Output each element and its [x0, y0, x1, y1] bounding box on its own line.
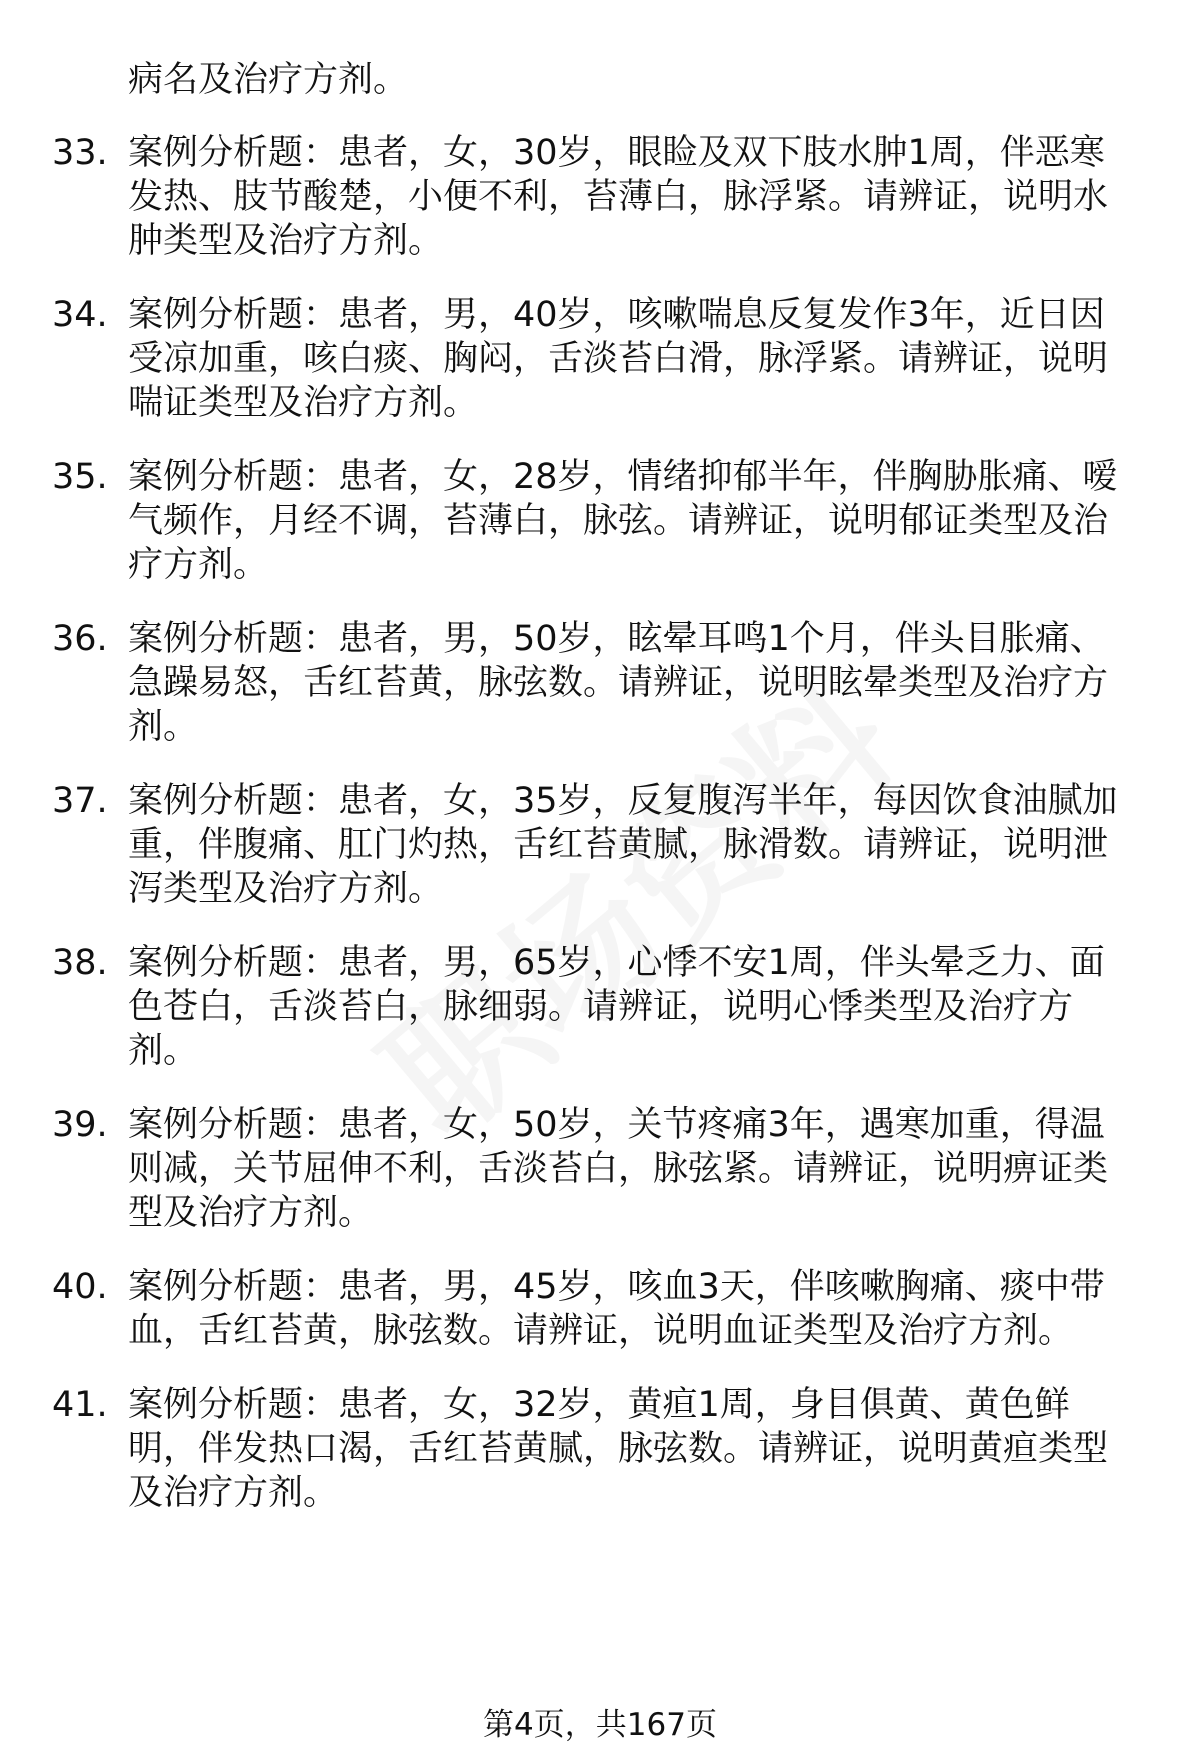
question-line: 血，舌红苔黄，脉弦数。请辨证，说明血证类型及治疗方剂。: [128, 1311, 1074, 1351]
question-line: 泻类型及治疗方剂。: [128, 869, 444, 909]
page-footer: 第4页，共167页: [483, 1707, 717, 1743]
question-line: 重，伴腹痛、肛门灼热，舌红苔黄腻，脉滑数。请辨证，说明泄: [128, 825, 1109, 865]
question-number: 33.: [52, 133, 108, 173]
question-line: 急躁易怒，舌红苔黄，脉弦数。请辨证，说明眩晕类型及治疗方: [128, 663, 1109, 703]
question-line: 型及治疗方剂。: [128, 1193, 374, 1233]
question-line: 气频作，月经不调，苔薄白，脉弦。请辨证，说明郁证类型及治: [128, 501, 1109, 541]
question-line: 发热、肢节酸楚，小便不利，苔薄白，脉浮紧。请辨证，说明水: [128, 177, 1109, 217]
question-number: 38.: [52, 943, 108, 983]
question-number: 34.: [52, 295, 108, 335]
question-line: 喘证类型及治疗方剂。: [128, 383, 479, 423]
question-number: 36.: [52, 619, 108, 659]
question-number: 37.: [52, 781, 108, 821]
question-number: 40.: [52, 1267, 108, 1307]
question-line: 肿类型及治疗方剂。: [128, 221, 444, 261]
question-line: 疗方剂。: [128, 545, 269, 585]
question-line: 剂。: [128, 1031, 199, 1071]
question-line: 受凉加重，咳白痰、胸闷，舌淡苔白滑，脉浮紧。请辨证，说明: [128, 339, 1109, 379]
question-line: 案例分析题：患者，男，65岁，心悸不安1周，伴头晕乏力、面: [128, 943, 1105, 983]
question-line: 案例分析题：患者，男，40岁，咳嗽喘息反复发作3年，近日因: [128, 295, 1105, 335]
question-number: 35.: [52, 457, 108, 497]
question-line: 及治疗方剂。: [128, 1473, 339, 1513]
question-line: 案例分析题：患者，男，45岁，咳血3天，伴咳嗽胸痛、痰中带: [128, 1267, 1105, 1307]
question-line: 剂。: [128, 707, 199, 747]
question-line: 则减，关节屈伸不利，舌淡苔白，脉弦紧。请辨证，说明痹证类: [128, 1149, 1109, 1189]
question-line: 案例分析题：患者，男，50岁，眩晕耳鸣1个月，伴头目胀痛、: [128, 619, 1105, 659]
question-line: 案例分析题：患者，女，50岁，关节疼痛3年，遇寒加重，得温: [128, 1105, 1105, 1145]
continuation-text: 病名及治疗方剂。: [128, 60, 409, 100]
question-line: 案例分析题：患者，女，30岁，眼睑及双下肢水肿1周，伴恶寒: [128, 133, 1105, 173]
question-line: 明，伴发热口渴，舌红苔黄腻，脉弦数。请辨证，说明黄疸类型: [128, 1429, 1109, 1469]
question-line: 案例分析题：患者，女，32岁，黄疸1周，身目俱黄、黄色鲜: [128, 1385, 1070, 1425]
question-line: 色苍白，舌淡苔白，脉细弱。请辨证，说明心悸类型及治疗方: [128, 987, 1074, 1027]
question-line: 案例分析题：患者，女，35岁，反复腹泻半年，每因饮食油腻加: [128, 781, 1118, 821]
question-line: 案例分析题：患者，女，28岁，情绪抑郁半年，伴胸胁胀痛、嗳: [128, 457, 1118, 497]
question-number: 41.: [52, 1385, 108, 1425]
question-number: 39.: [52, 1105, 108, 1145]
